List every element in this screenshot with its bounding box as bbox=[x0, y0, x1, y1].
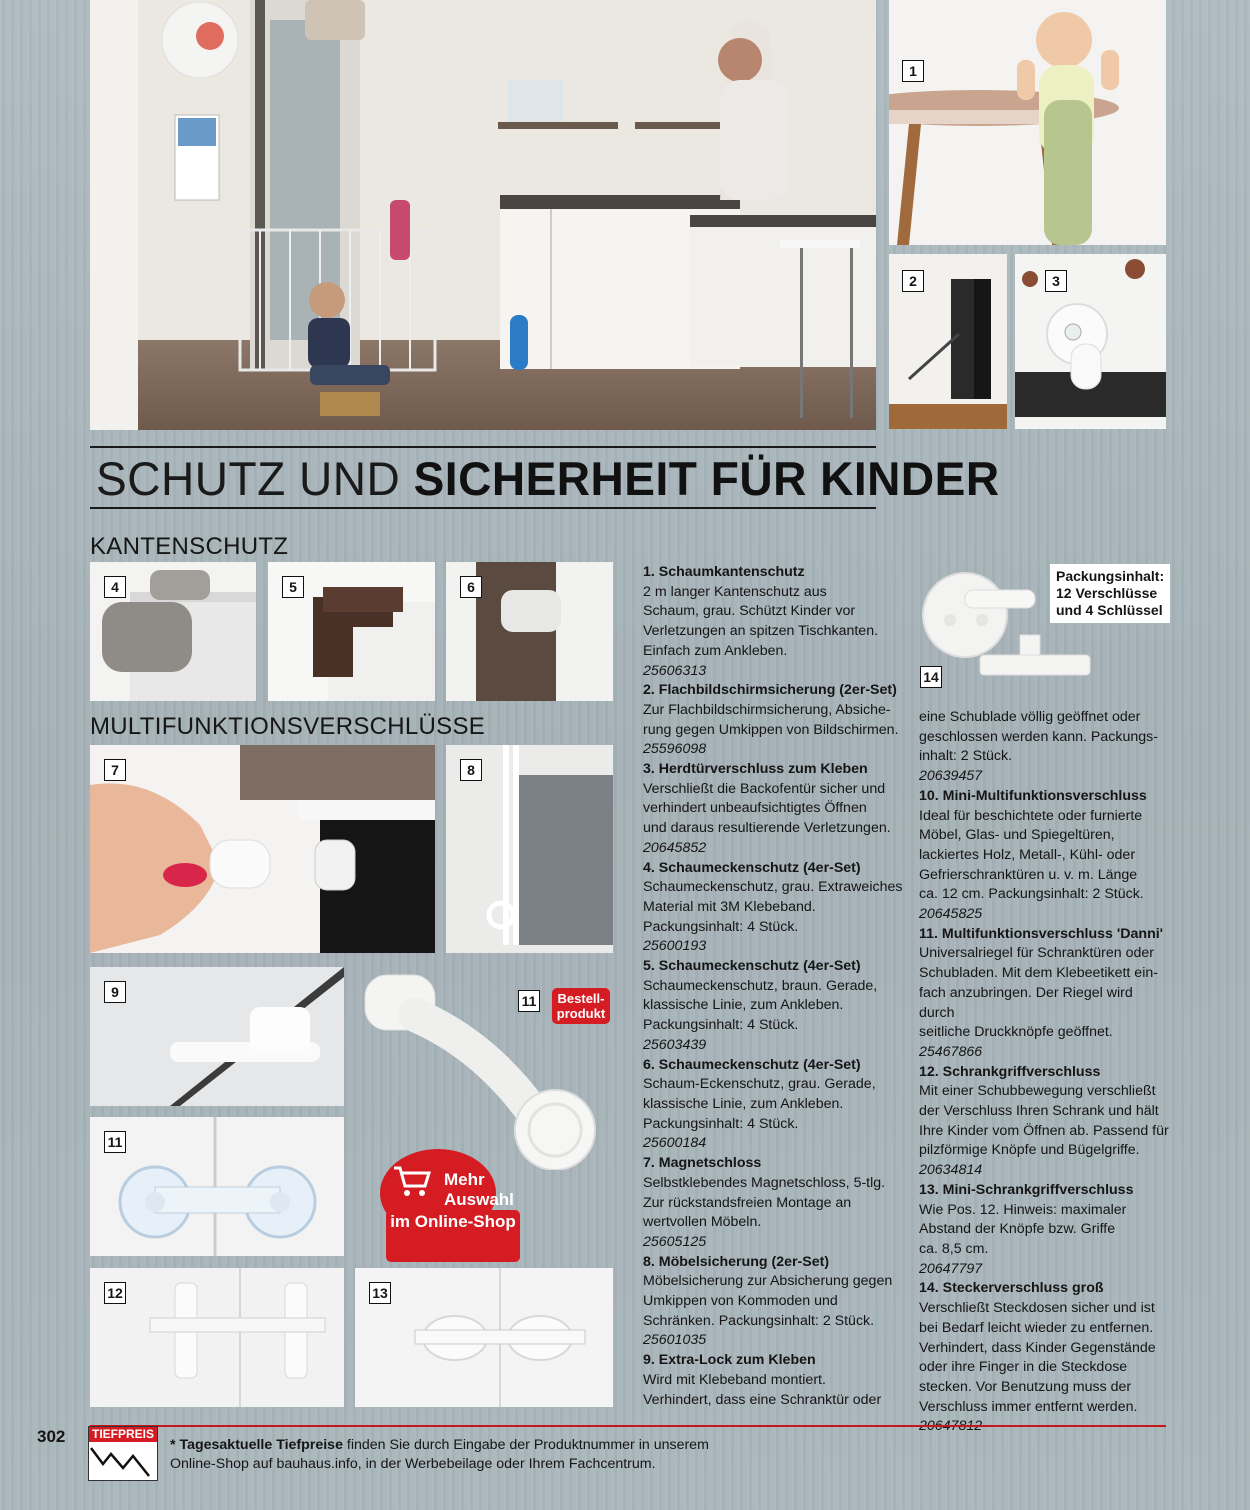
photo-7-magnet-lock bbox=[90, 745, 435, 953]
pack-line-2: 12 Verschlüsse bbox=[1056, 585, 1158, 601]
cabinet-handle-lock-illustration bbox=[90, 1268, 344, 1407]
photo-8-furniture-strap bbox=[446, 745, 613, 953]
photo-number-8: 8 bbox=[460, 759, 482, 781]
product-title: 12. Schrankgriffverschluss bbox=[919, 1063, 1101, 1080]
product-description-line: Verschluss immer entfernt werden. bbox=[919, 1398, 1138, 1415]
product-description-line: Möbel, Glas- und Spiegeltüren, bbox=[919, 827, 1115, 844]
product-title: 6. Schaumeckenschutz (4er-Set) bbox=[643, 1056, 861, 1073]
transparent-lock-illustration bbox=[90, 1117, 344, 1256]
product-description-line: Abstand der Knöpfe bzw. Griffe bbox=[919, 1221, 1116, 1238]
product-title: 14. Steckerverschluss groß bbox=[919, 1280, 1104, 1297]
kitchen-scene-photo bbox=[90, 0, 876, 430]
photo-number-9: 9 bbox=[104, 981, 126, 1003]
product-description-line: inhalt: 2 Stück. bbox=[919, 748, 1013, 765]
product-item bbox=[643, 1351, 913, 1410]
product-description-line: Ihre Kinder vom Öffnen ab. Passend für bbox=[919, 1122, 1169, 1139]
page-number: 302 bbox=[37, 1427, 66, 1446]
shop-line-1: Mehr bbox=[444, 1170, 485, 1189]
section-multifunktion: MULTIFUNKTIONSVERSCHLÜSSE bbox=[90, 713, 486, 740]
product-number: 25596098 bbox=[643, 741, 707, 758]
photo-number-12: 12 bbox=[104, 1282, 126, 1304]
pack-line-3: und 4 Schlüssel bbox=[1056, 602, 1163, 618]
bestellprodukt-badge bbox=[552, 988, 610, 1024]
product-description-line: Material mit 3M Klebeband. bbox=[643, 898, 816, 915]
product-description-line: ca. 8,5 cm. bbox=[919, 1240, 989, 1257]
footnote bbox=[170, 1436, 709, 1474]
product-title: 10. Mini-Multifunktionsverschluss bbox=[919, 787, 1147, 804]
product-description-line: der Verschluss Ihren Schrank und hält bbox=[919, 1103, 1159, 1120]
photo-12-cabinet-handle-lock bbox=[90, 1268, 344, 1407]
photo-number-7: 7 bbox=[104, 759, 126, 781]
extra-lock-illustration bbox=[90, 967, 344, 1106]
product-description-line: ca. 12 cm. Packungsinhalt: 2 Stück. bbox=[919, 886, 1144, 903]
footnote-bold: * Tagesaktuelle Tiefpreise bbox=[170, 1437, 343, 1453]
photo-5-foam-corner-brown bbox=[268, 562, 435, 701]
headline-top-rule bbox=[90, 446, 876, 448]
product-description-line: stecken. Vor Benutzung muss der bbox=[919, 1378, 1132, 1395]
photo-number-1: 1 bbox=[902, 60, 924, 82]
product-title: 7. Magnetschloss bbox=[643, 1155, 762, 1172]
product-number: 20645852 bbox=[643, 839, 707, 856]
photo-number-3: 3 bbox=[1045, 270, 1067, 292]
product-description-line: Mit einer Schubbewegung verschließt bbox=[919, 1083, 1156, 1100]
headline-light: SCHUTZ UND bbox=[96, 452, 401, 505]
product-number: 25601035 bbox=[643, 1332, 707, 1349]
product-item bbox=[643, 1253, 913, 1352]
photo-11-transparent-lock bbox=[90, 1117, 344, 1256]
product-item bbox=[643, 563, 913, 681]
product-item bbox=[919, 1279, 1169, 1437]
product-description-line: Verschließt Steckdosen sicher und ist bbox=[919, 1300, 1155, 1317]
online-shop-badge[interactable] bbox=[378, 1148, 520, 1266]
product-number: 25606313 bbox=[643, 662, 707, 679]
product-description-line: bei Bedarf leicht wieder zu entfernen. bbox=[919, 1319, 1154, 1336]
product-list-right bbox=[919, 708, 1169, 1437]
product-title: 9. Extra-Lock zum Kleben bbox=[643, 1352, 816, 1369]
product-description-line: wertvollen Möbeln. bbox=[643, 1214, 762, 1231]
magnet-lock-illustration bbox=[90, 745, 435, 953]
photo-6-foam-corner-dark bbox=[446, 562, 613, 701]
pack-content-box bbox=[1050, 564, 1170, 623]
product-item bbox=[643, 1056, 913, 1155]
section-kantenschutz: KANTENSCHUTZ bbox=[90, 533, 289, 560]
product-description-line: fach anzubringen. Der Riegel wird durch bbox=[919, 984, 1133, 1021]
product-item bbox=[643, 760, 913, 859]
photo-3-oven-lock bbox=[1015, 254, 1166, 429]
photo-number-5: 5 bbox=[282, 576, 304, 598]
product-title: 13. Mini-Schrankgriffverschluss bbox=[919, 1181, 1134, 1198]
product-number: 25603439 bbox=[643, 1036, 707, 1053]
footer-rule bbox=[90, 1425, 1166, 1427]
product-description-line: Ideal für beschichtete oder furnierte bbox=[919, 807, 1143, 824]
product-description-line: Universalriegel für Schranktüren oder bbox=[919, 945, 1154, 962]
tiefpreis-label: TIEFPREIS bbox=[89, 1427, 157, 1442]
product-description-line: Packungsinhalt: 4 Stück. bbox=[643, 918, 799, 935]
product-item bbox=[919, 925, 1169, 1063]
product-item bbox=[643, 1154, 913, 1253]
bestell-line-2: produkt bbox=[556, 1006, 606, 1021]
product-number: 20634814 bbox=[919, 1162, 983, 1179]
photo-2-tv-safety bbox=[889, 254, 1007, 429]
tiefpreis-badge bbox=[88, 1426, 158, 1481]
photo-number-6: 6 bbox=[460, 576, 482, 598]
product-description-line: Packungsinhalt: 4 Stück. bbox=[643, 1115, 799, 1132]
product-description-line: seitliche Druckknöpfe geöffnet. bbox=[919, 1024, 1113, 1041]
product-description-line: oder ihre Finger in die Steckdose bbox=[919, 1359, 1128, 1376]
product-number: 25605125 bbox=[643, 1233, 707, 1250]
product-description-line: rung gegen Umkippen von Bildschirmen. bbox=[643, 721, 899, 738]
product-title: 11. Multifunktionsverschluss 'Danni' bbox=[919, 925, 1164, 942]
cart-icon bbox=[392, 1164, 432, 1198]
product-description-line: lackiertes Holz, Metall-, Kühl- oder bbox=[919, 846, 1136, 863]
product-item bbox=[643, 957, 913, 1056]
product-description-line: Möbelsicherung zur Absicherung gegen bbox=[643, 1273, 893, 1290]
product-description-line: eine Schublade völlig geöffnet oder bbox=[919, 709, 1141, 725]
product-description-line: Schaum-Eckenschutz, grau. Gerade, bbox=[643, 1076, 876, 1093]
photo-number-2: 2 bbox=[902, 270, 924, 292]
headline-bold: SICHERHEIT FÜR KINDER bbox=[413, 452, 1000, 505]
photo-number-14: 14 bbox=[920, 666, 942, 688]
product-description-line: Verhindert, dass eine Schranktür oder bbox=[643, 1391, 882, 1408]
page-headline bbox=[96, 451, 1000, 507]
product-description-line: verhindert unbeaufsichtigtes Öffnen bbox=[643, 800, 867, 817]
product-number: 20647797 bbox=[919, 1260, 983, 1277]
pack-line-1: Packungsinhalt: bbox=[1056, 568, 1165, 584]
product-item bbox=[919, 1181, 1169, 1280]
photo-9-extra-lock bbox=[90, 967, 344, 1106]
product-description-line: klassische Linie, zum Ankleben. bbox=[643, 997, 844, 1014]
product-description-line: Wird mit Klebeband montiert. bbox=[643, 1371, 826, 1388]
photo-4-foam-corner-grey bbox=[90, 562, 256, 701]
headline-bottom-rule bbox=[90, 507, 876, 509]
shop-line-2: Auswahl bbox=[444, 1190, 514, 1209]
product-description-line: Zur Flachbildschirmsicherung, Absiche- bbox=[643, 701, 891, 718]
product-description-line: 2 m langer Kantenschutz aus bbox=[643, 583, 827, 600]
product-description-line: Schaum, grau. Schützt Kinder vor bbox=[643, 603, 856, 620]
product-number: 25600193 bbox=[643, 938, 707, 955]
product-description-line: Packungsinhalt: 4 Stück. bbox=[643, 1017, 799, 1034]
product-title: 2. Flachbildschirmsicherung (2er-Set) bbox=[643, 682, 897, 699]
product-description-line: pilzförmige Knöpfe und Bügelgriffe. bbox=[919, 1142, 1140, 1159]
product-description-line: Schaumeckenschutz, braun. Gerade, bbox=[643, 977, 878, 994]
product-description-line: Schubladen. Mit dem Klebeetikett ein- bbox=[919, 965, 1158, 982]
product-description-line: Schränken. Packungsinhalt: 2 Stück. bbox=[643, 1312, 875, 1329]
photo-number-11: 11 bbox=[104, 1131, 126, 1153]
product-number: 25600184 bbox=[643, 1135, 707, 1152]
product-title: 5. Schaumeckenschutz (4er-Set) bbox=[643, 958, 861, 975]
product-number bbox=[919, 1417, 1169, 1437]
footnote-line-2: Online-Shop auf bauhaus.info, in der Werbebeilage oder Ihrem Fachcentrum. bbox=[170, 1456, 656, 1472]
photo-number-13: 13 bbox=[369, 1282, 391, 1304]
product-description-line: Umkippen von Kommoden und bbox=[643, 1293, 838, 1310]
product-item bbox=[919, 1063, 1169, 1181]
product-number: 25467866 bbox=[919, 1043, 983, 1060]
product-description-line: Verschließt die Backofentür sicher und bbox=[643, 780, 886, 797]
footnote-rest: finden Sie durch Eingabe der Produktnummer in unserem bbox=[342, 1437, 709, 1453]
product-description-line: Verhindert, dass Kinder Gegenstände bbox=[919, 1339, 1156, 1356]
product-description-line: geschlossen werden kann. Packungs- bbox=[919, 728, 1158, 745]
kitchen-illustration bbox=[90, 0, 876, 430]
product-description-line: Wie Pos. 12. Hinweis: maximaler bbox=[919, 1201, 1127, 1218]
shop-line-3: im Online-Shop bbox=[390, 1212, 516, 1231]
photo-number-11-cutout: 11 bbox=[518, 990, 540, 1012]
product-title: 1. Schaumkantenschutz bbox=[643, 564, 805, 580]
tiefpreis-graph-icon bbox=[89, 1442, 155, 1478]
oven-lock-illustration bbox=[1015, 254, 1166, 429]
photo-13-mini-handle-lock bbox=[355, 1268, 613, 1407]
photo-number-4: 4 bbox=[104, 576, 126, 598]
product-description-line: Gefrierschranktüren u. v. m. Länge bbox=[919, 866, 1138, 883]
product-description-line: klassische Linie, zum Ankleben. bbox=[643, 1095, 844, 1112]
product-item bbox=[643, 681, 913, 760]
product-description-line: Einfach zum Ankleben. bbox=[643, 642, 788, 659]
product-number: 20639457 bbox=[919, 768, 983, 785]
toddler-illustration bbox=[889, 0, 1166, 245]
product-description-line: und daraus resultierende Verletzungen. bbox=[643, 820, 891, 837]
product-description-line: Selbstklebendes Magnetschloss, 5-tlg. bbox=[643, 1174, 886, 1191]
product-number: 20645825 bbox=[919, 906, 983, 923]
mini-handle-lock-illustration bbox=[355, 1268, 613, 1407]
product-description-line: Zur rückstandsfreien Montage an bbox=[643, 1194, 852, 1211]
product-item bbox=[919, 787, 1169, 925]
product-title: 4. Schaumeckenschutz (4er-Set) bbox=[643, 859, 861, 876]
photo-1-toddler-table bbox=[889, 0, 1166, 245]
product-title: 3. Herdtürverschluss zum Kleben bbox=[643, 761, 868, 778]
bestell-line-1: Bestell- bbox=[557, 991, 605, 1006]
product-item bbox=[643, 859, 913, 958]
product-item bbox=[919, 708, 1169, 787]
product-title: 8. Möbelsicherung (2er-Set) bbox=[643, 1253, 830, 1270]
product-description-line: Verletzungen an spitzen Tischkanten. bbox=[643, 623, 879, 640]
product-description-line: Schaumeckenschutz, grau. Extraweiches bbox=[643, 879, 903, 896]
product-list-left bbox=[643, 563, 913, 1410]
